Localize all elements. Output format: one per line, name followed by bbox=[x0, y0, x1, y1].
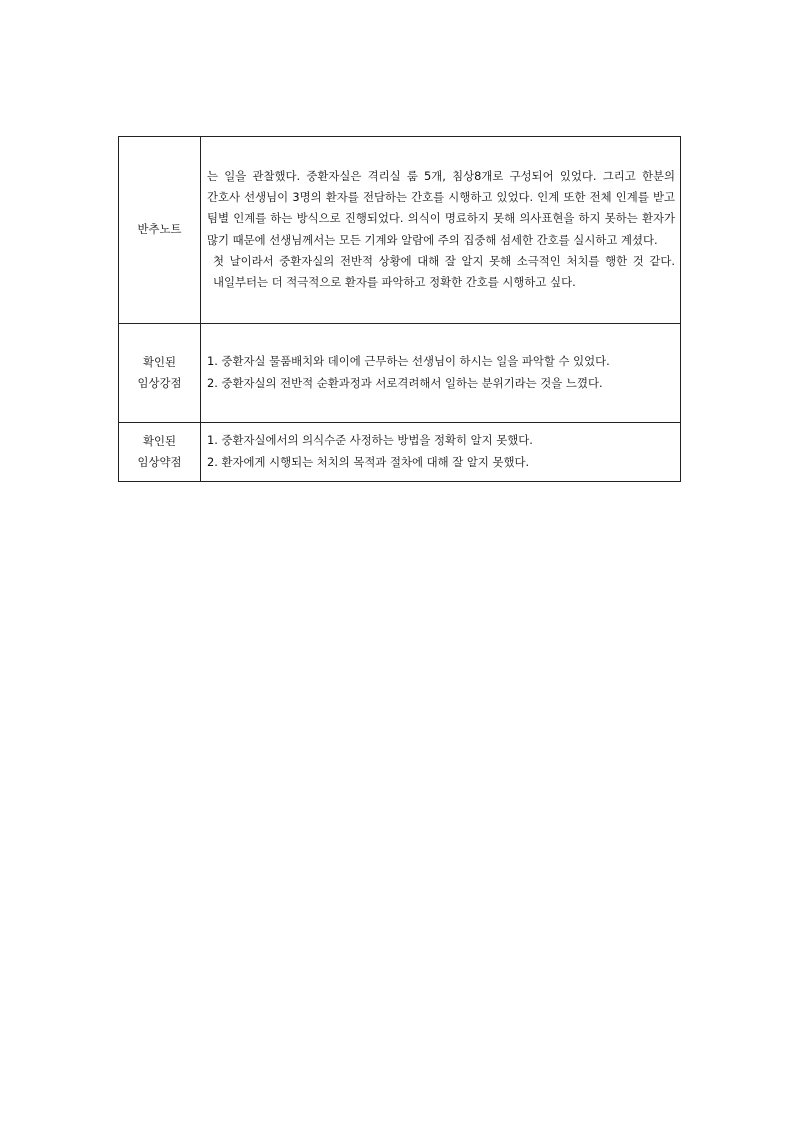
reflection-note-content bbox=[201, 137, 681, 324]
reflection-table bbox=[118, 136, 681, 482]
clinical-strengths-label bbox=[119, 324, 201, 423]
clinical-weaknesses-row bbox=[119, 423, 681, 482]
label-line: 확인된 bbox=[142, 354, 176, 369]
clinical-strengths-row bbox=[119, 324, 681, 423]
strength-item: 1. 중환자실 물품배치와 데이에 근무하는 선생님이 하시는 일을 파악할 수 있었다. bbox=[207, 354, 610, 369]
clinical-weaknesses-label bbox=[119, 423, 201, 482]
clinical-weaknesses-content bbox=[201, 423, 681, 482]
label-line: 임상약점 bbox=[137, 455, 182, 469]
label-line: 확인된 bbox=[142, 433, 176, 448]
reflection-paragraph: 첫 날이라서 중환자실의 전반적 상황에 대해 잘 알지 못해 소극적인 처치를 행한 것 같다. 내일부터는 더 적극적으로 환자를 파악하고 정확한 간호를 시행하고 싶다. bbox=[213, 253, 675, 290]
clinical-strengths-content bbox=[201, 324, 681, 423]
weakness-item: 2. 환자에게 시행되는 처치의 목적과 절차에 대해 잘 알지 못했다. bbox=[207, 454, 530, 469]
reflection-note-label: 반추노트 bbox=[119, 137, 201, 324]
reflection-paragraph: 는 일을 관찰했다. 중환자실은 격리실 룸 5개, 침상8개로 구성되어 있었다. 그리고 한분의 간호사 선생님이 3명의 환자를 전담하는 간호를 시행하고 있었다. 인계 또한 전체 인계를 받고 팀별 인계를 하는 방식으로 진행되었다. 의식이 명료하지 못해 의사표현을 하지 못하는 환자가 많기 때문에 선생님께서는 모든 기계와 알람에 주의 집중해 섬세한 간호를 실시하고 계셨다. bbox=[207, 168, 675, 247]
label-line: 임상강점 bbox=[137, 376, 182, 390]
reflection-note-row bbox=[119, 137, 681, 324]
strength-item: 2. 중환자실의 전반적 순환과정과 서로격려해서 일하는 분위기라는 것을 느꼈다. bbox=[207, 375, 603, 390]
weakness-item: 1. 중환자실에서의 의식수준 사정하는 방법을 정확히 알지 못했다. bbox=[207, 433, 533, 448]
